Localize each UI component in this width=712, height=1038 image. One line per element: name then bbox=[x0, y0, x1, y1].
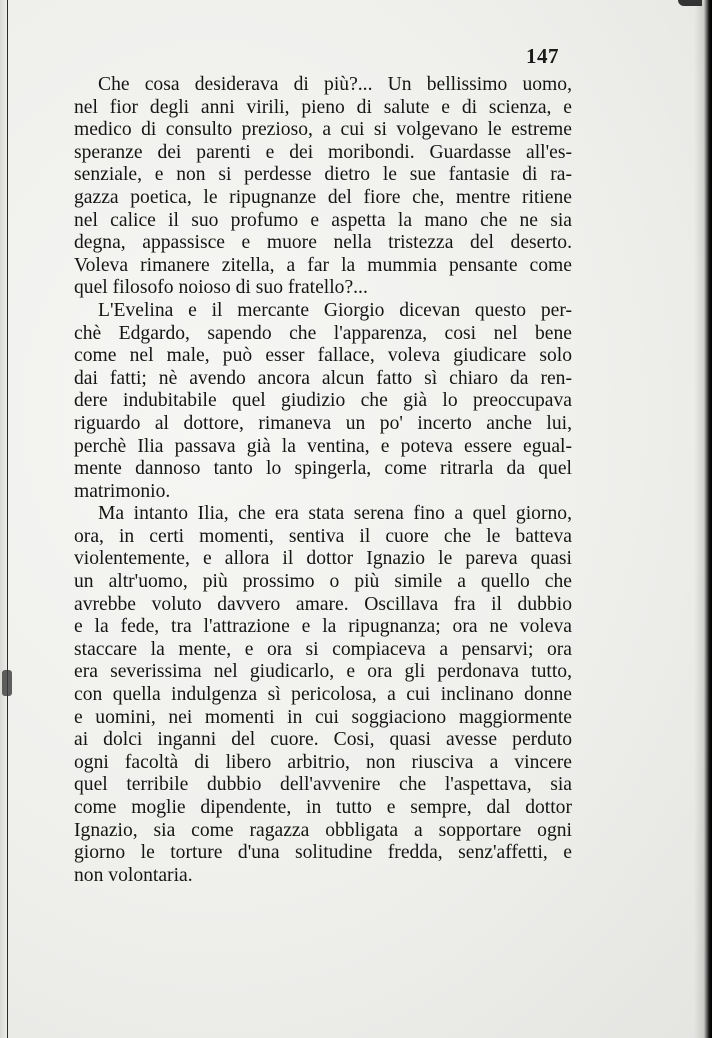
body-text bbox=[74, 74, 572, 887]
text-line: medico di consulto prezioso, a cui si volgevano le estreme bbox=[74, 119, 572, 141]
text-line: era severissima nel giudicarlo, e ora gli perdonava tutto, bbox=[74, 661, 572, 683]
page-left-edge bbox=[0, 0, 8, 1038]
text-line: e uomini, nei momenti in cui soggiaciono maggiormente bbox=[74, 706, 572, 728]
text-line: gazza poetica, le ripugnanze del fiore che, mentre ritiene bbox=[74, 186, 572, 208]
paragraph-2 bbox=[74, 300, 572, 503]
paragraph-3 bbox=[74, 503, 572, 887]
text-line: senziale, e non si perdesse dietro le sue fantasie di ra- bbox=[74, 164, 572, 186]
text-line: Ignazio, sia come ragazza obbligata a sopportare ogni bbox=[74, 819, 572, 841]
text-line: giorno le torture d'una solitudine fredda, senz'affetti, e bbox=[74, 842, 572, 864]
text-line: come moglie dipendente, in tutto e sempre, dal dottor bbox=[74, 797, 572, 818]
text-line: riguardo al dottore, rimaneva un po' incerto anche lui, bbox=[74, 412, 572, 434]
text-line: degna, appassisce e muore nella tristezza del deserto. bbox=[74, 232, 572, 254]
text-line: avrebbe voluto davvero amare. Oscillava fra il dubbio bbox=[74, 593, 572, 615]
text-line: Ma intanto Ilia, che era stata serena fino a quel giorno, bbox=[98, 503, 572, 525]
text-line: violentemente, e allora il dottor Ignazio le pareva quasi bbox=[74, 548, 572, 570]
page-number: 147 bbox=[526, 44, 559, 68]
paragraph-1 bbox=[74, 74, 572, 300]
text-line: nel calice il suo profumo e aspetta la mano che ne sia bbox=[74, 209, 572, 231]
text-line: perchè Ilia passava già la ventina, e poteva essere egual- bbox=[74, 435, 572, 457]
text-line: matrimonio. bbox=[74, 480, 171, 502]
text-line: dere indubitabile quel giudizio che già lo preoccupava bbox=[74, 390, 572, 412]
text-line: dai fatti; nè avendo ancora alcun fatto sì chiaro da ren- bbox=[74, 367, 572, 389]
text-line: ai dolci inganni del cuore. Cosi, quasi avesse perduto bbox=[74, 729, 572, 751]
binding-mark bbox=[2, 670, 12, 696]
text-line: quel filosofo noioso di suo fratello?... bbox=[74, 277, 368, 299]
page-corner-shadow bbox=[678, 0, 702, 6]
text-line: Che cosa desiderava di più?... Un bellissimo uomo, bbox=[98, 74, 572, 95]
text-line: L'Evelina e il mercante Giorgio dicevan questo per- bbox=[98, 299, 572, 321]
text-line: nel fior degli anni virili, pieno di salute e di scienza, e bbox=[74, 96, 572, 118]
text-line: un altr'uomo, più prossimo o più simile a quello che bbox=[74, 571, 572, 593]
text-line: chè Edgardo, sapendo che l'apparenza, cosi nel bene bbox=[74, 322, 572, 344]
text-line: non volontaria. bbox=[74, 864, 193, 886]
text-line: e la fede, tra l'attrazione e la ripugnanza; ora ne voleva bbox=[74, 616, 572, 638]
text-line: staccare la mente, e ora si compiaceva a pensarvi; ora bbox=[74, 638, 572, 660]
page-right-shadow bbox=[694, 0, 712, 1038]
text-line: come nel male, può esser fallace, voleva giudicare solo bbox=[74, 345, 572, 367]
text-line: mente dannoso tanto lo spingerla, come ritrarla da quel bbox=[74, 458, 572, 480]
text-line: speranze dei parenti e dei moribondi. Guardasse all'es- bbox=[74, 141, 572, 163]
text-line: ora, in certi momenti, sentiva il cuore che le batteva bbox=[74, 525, 572, 547]
text-line: quel terribile dubbio dell'avvenire che l'aspettava, sia bbox=[74, 774, 572, 796]
text-line: con quella indulgenza sì pericolosa, a cui inclinano donne bbox=[74, 684, 572, 706]
text-line: ogni facoltà di libero arbitrio, non riusciva a vincere bbox=[74, 751, 572, 773]
text-line: Voleva rimanere zitella, a far la mummia pensante come bbox=[74, 254, 572, 276]
